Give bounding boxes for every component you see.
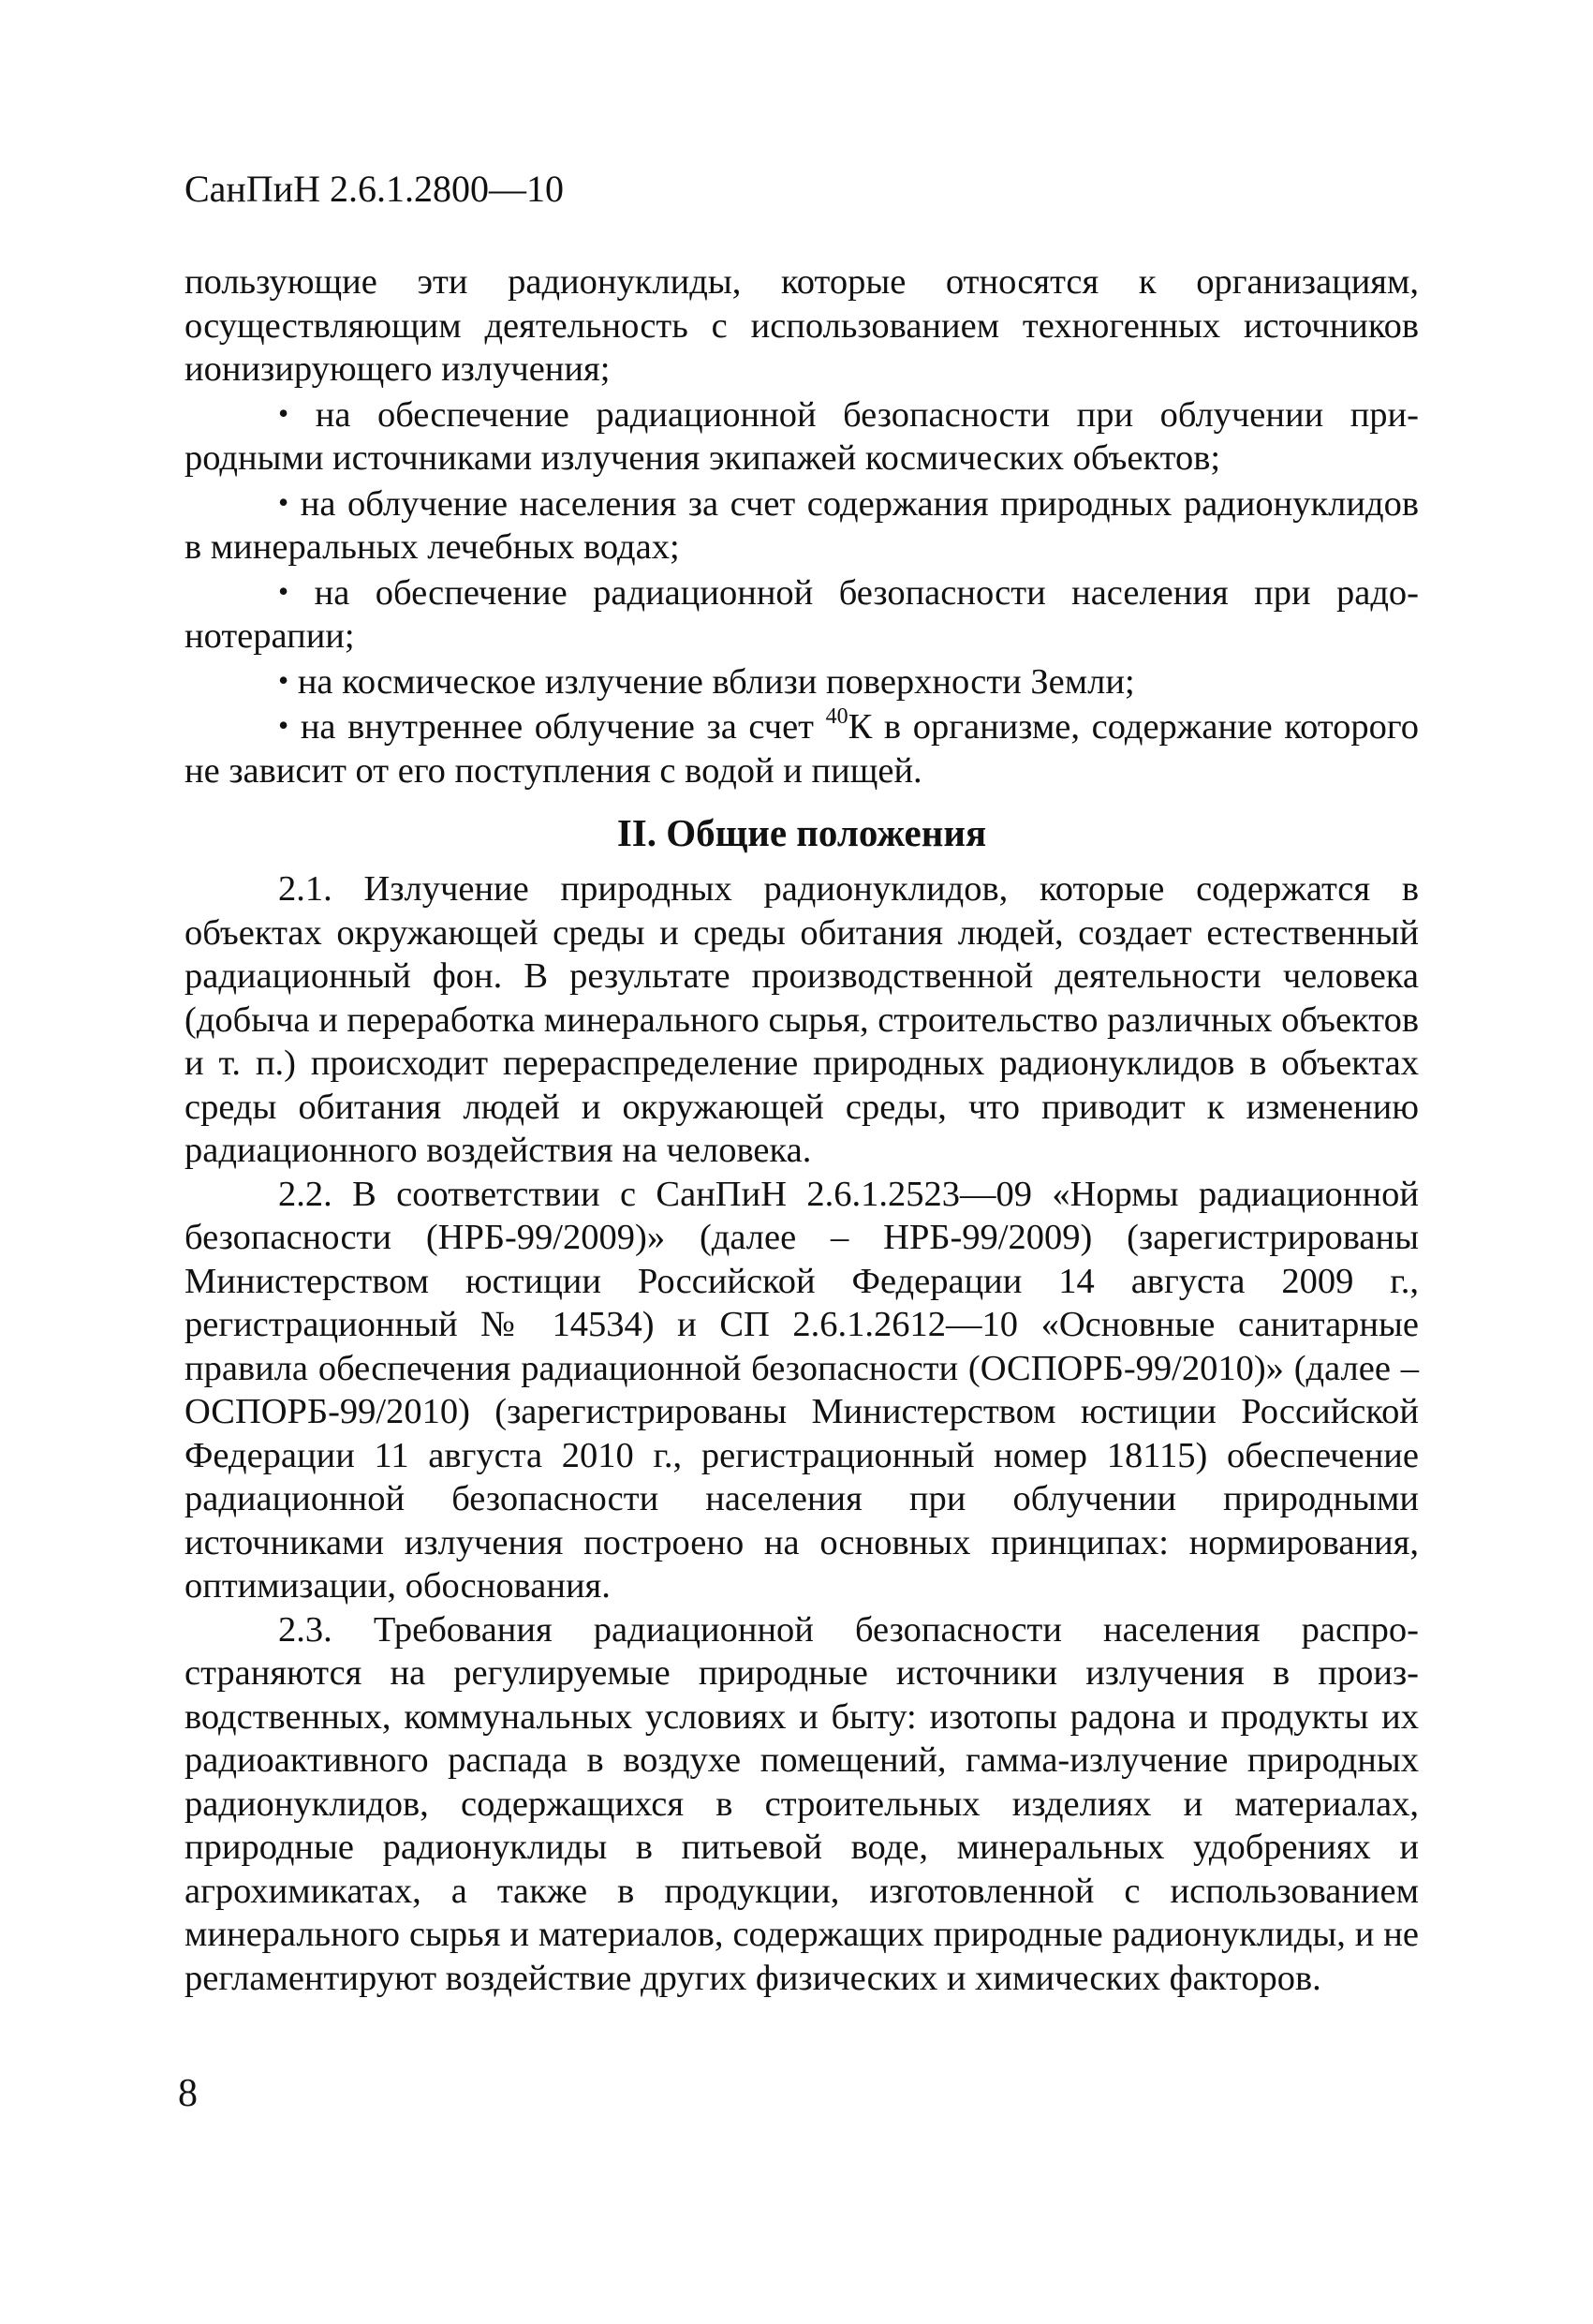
running-header: СанПиН 2.6.1.2800—10 bbox=[184, 168, 565, 210]
paragraph-text: Требования радиационной безопасности населения распространяются на регулируемые природные источники излучения в производственных, коммунальных условиях и быту: изотопы радона и продукты их радиоактивного распада в воздухе помещений, гамма-излучение природных радионуклидов, содержащихся в строительных изделиях и материалах, природные радионуклиды в питьевой воде, минеральных удобрениях и агрохимикатах, а также в продукции, изготовленной с использованием минерального сырья и материалов, содержащих природные радионуклиды, и не регламентируют воздействие других физических и химических факторов. bbox=[184, 1609, 1419, 1998]
paragraph-text: Излучение природных радионуклидов, которые содержатся в объектах окружающей среды и среды обитания людей, создает естественный радиационный фон. В результате производственной деятельности человека (добыча и переработка минерального сырья, строительство различных объектов и т. п.) происходит перераспределение природных радионуклидов в объектах среды обитания людей и окружающей среды, что приводит к изменению радиационного воздействия на человека. bbox=[184, 869, 1419, 1170]
bullet-icon: • bbox=[278, 484, 289, 519]
paragraph-number: 2.3. bbox=[278, 1609, 332, 1650]
bullet-item bbox=[184, 392, 1419, 481]
paragraph-text: В соответствии с СанПиН 2.6.1.2523—09 «Нормы радиационной безопасности (НРБ-99/2009)» (далее – НРБ-99/2009) (зарегистрированы Министерством юстиции Российской Федерации 14 августа 2009 г., регистрационный № 14534) и СП 2.6.1.2612—10 «Основные санитарные правила обеспечения радиационной безопасности (ОСПОРБ-99/2010)» (далее – ОСПОРБ-99/2010) (зарегистрированы Министерством юстиции Российской Федерации 11 августа 2010 г., регистрационный номер 18115) обеспечение радиационной безопасности населения при облучении природными источниками излучения построено на основных принципах: нормирования, оптимизации, обоснования. bbox=[184, 1174, 1419, 1606]
numbered-paragraph bbox=[184, 1173, 1419, 1608]
numbered-paragraph bbox=[184, 1608, 1419, 2001]
bullet-icon: • bbox=[278, 662, 289, 697]
continuation-paragraph: пользующие эти радионуклиды, которые относятся к организациям, осуществляющим деятельность с использованием техногенных источников ионизирующего излучения; bbox=[184, 262, 1419, 389]
paragraph-number: 2.1. bbox=[278, 869, 332, 909]
bullet-item bbox=[184, 703, 1419, 792]
page-body bbox=[184, 260, 1419, 2000]
bullet-item bbox=[184, 659, 1419, 704]
bullet-text-after-superscript: К в организме, содержание которого не зависит от его поступления с водой и пищей. bbox=[184, 707, 1420, 791]
bullet-text-before-superscript: на внутреннее облучение за счет bbox=[300, 707, 826, 747]
section-heading: II. Общие положения bbox=[616, 811, 987, 854]
bullet-icon: • bbox=[278, 573, 289, 608]
bullet-icon: • bbox=[278, 708, 289, 742]
isotope-superscript: 40 bbox=[825, 704, 848, 729]
bullet-text: на обеспечение радиационной безопасности населения при радонотерапии; bbox=[184, 572, 1419, 656]
bullet-text: на обеспечение радиационной безопасности при облучении природными источниками излучения экипажей космических объектов; bbox=[184, 394, 1419, 478]
paragraph-number: 2.2. bbox=[278, 1174, 332, 1214]
numbered-paragraph bbox=[184, 867, 1419, 1173]
bullet-item bbox=[184, 570, 1419, 659]
bullet-icon: • bbox=[278, 395, 289, 430]
bullet-text: на космическое излучение вблизи поверхности Земли; bbox=[297, 661, 1135, 702]
bullet-item bbox=[184, 481, 1419, 570]
bullet-text: на облучение населения за счет содержания природных радионуклидов в минеральных лечебных водах; bbox=[184, 483, 1420, 567]
page-number: 8 bbox=[178, 2072, 198, 2115]
